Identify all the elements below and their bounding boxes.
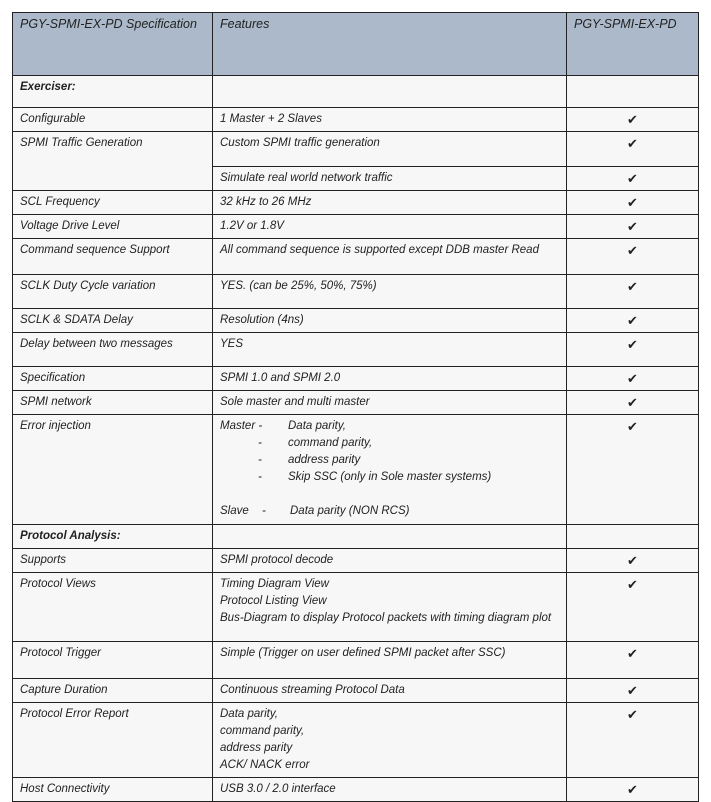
spec-cell: Protocol Views [13,573,213,642]
table-row [13,573,699,642]
feature-cell: 1.2V or 1.8V [213,215,567,239]
section-row [13,525,699,549]
table-row [13,239,699,275]
spec-cell: Voltage Drive Level [13,215,213,239]
feature-cell: YES [213,333,567,367]
check-icon: ✔ [567,167,699,191]
table-row [13,415,699,525]
feature-cell: USB 3.0 / 2.0 interface [213,778,567,802]
table-row [13,642,699,679]
check-icon: ✔ [567,415,699,525]
header-features: Features [213,13,567,76]
check-icon: ✔ [567,215,699,239]
spec-cell: SPMI Traffic Generation [13,132,213,191]
check-icon: ✔ [567,239,699,275]
spec-cell: SPMI network [13,391,213,415]
feature-cell: Simple (Trigger on user defined SPMI packet after SSC) [213,642,567,679]
spec-cell: Command sequence Support [13,239,213,275]
check-icon: ✔ [567,309,699,333]
feature-cell: Custom SPMI traffic generation [213,132,567,167]
check-icon: ✔ [567,778,699,802]
feature-cell: Master - Data parity, - command parity, - address parity - Skip SSC (only in Sole master systems) Slave - Data parity (NON RCS) [213,415,567,525]
spec-cell: Specification [13,367,213,391]
feature-cell: Data parity, command parity, address parity ACK/ NACK error [213,703,567,778]
check-icon: ✔ [567,191,699,215]
feature-cell: Simulate real world network traffic [213,167,567,191]
spec-cell: Configurable [13,108,213,132]
table-row [13,703,699,778]
section-exerciser: Exerciser: [13,76,213,108]
table-row [13,309,699,333]
check-icon: ✔ [567,642,699,679]
spec-cell: SCLK & SDATA Delay [13,309,213,333]
header-spec: PGY-SPMI-EX-PD Specification [13,13,213,76]
table-row [13,367,699,391]
check-icon: ✔ [567,367,699,391]
table-row [13,333,699,367]
header-product: PGY-SPMI-EX-PD [567,13,699,76]
table-row [13,391,699,415]
table-row [13,778,699,802]
table-row [13,215,699,239]
table-row [13,191,699,215]
spec-cell: Protocol Error Report [13,703,213,778]
check-icon: ✔ [567,108,699,132]
table-row [13,549,699,573]
check-icon: ✔ [567,275,699,309]
feature-cell: Continuous streaming Protocol Data [213,679,567,703]
spec-cell: Error injection [13,415,213,525]
spec-cell: Delay between two messages [13,333,213,367]
feature-cell: SPMI protocol decode [213,549,567,573]
feature-cell: YES. (can be 25%, 50%, 75%) [213,275,567,309]
check-icon: ✔ [567,573,699,642]
feature-cell: 32 kHz to 26 MHz [213,191,567,215]
check-icon: ✔ [567,333,699,367]
table-row [13,108,699,132]
spec-table [12,12,699,802]
spec-cell: SCL Frequency [13,191,213,215]
check-icon: ✔ [567,549,699,573]
section-row [13,76,699,108]
check-icon: ✔ [567,132,699,167]
feature-cell: SPMI 1.0 and SPMI 2.0 [213,367,567,391]
feature-cell: Resolution (4ns) [213,309,567,333]
feature-cell: 1 Master + 2 Slaves [213,108,567,132]
feature-cell: Timing Diagram View Protocol Listing View Bus-Diagram to display Protocol packets with timing diagram plot [213,573,567,642]
spec-cell: Host Connectivity [13,778,213,802]
section-protocol: Protocol Analysis: [13,525,213,549]
spec-cell: SCLK Duty Cycle variation [13,275,213,309]
feature-cell: Sole master and multi master [213,391,567,415]
feature-cell: All command sequence is supported except DDB master Read [213,239,567,275]
header-row [13,13,699,76]
table-row [13,275,699,309]
check-icon: ✔ [567,391,699,415]
check-icon: ✔ [567,679,699,703]
check-icon: ✔ [567,703,699,778]
spec-cell: Supports [13,549,213,573]
table-row [13,679,699,703]
table-row [13,132,699,167]
spec-cell: Capture Duration [13,679,213,703]
spec-cell: Protocol Trigger [13,642,213,679]
